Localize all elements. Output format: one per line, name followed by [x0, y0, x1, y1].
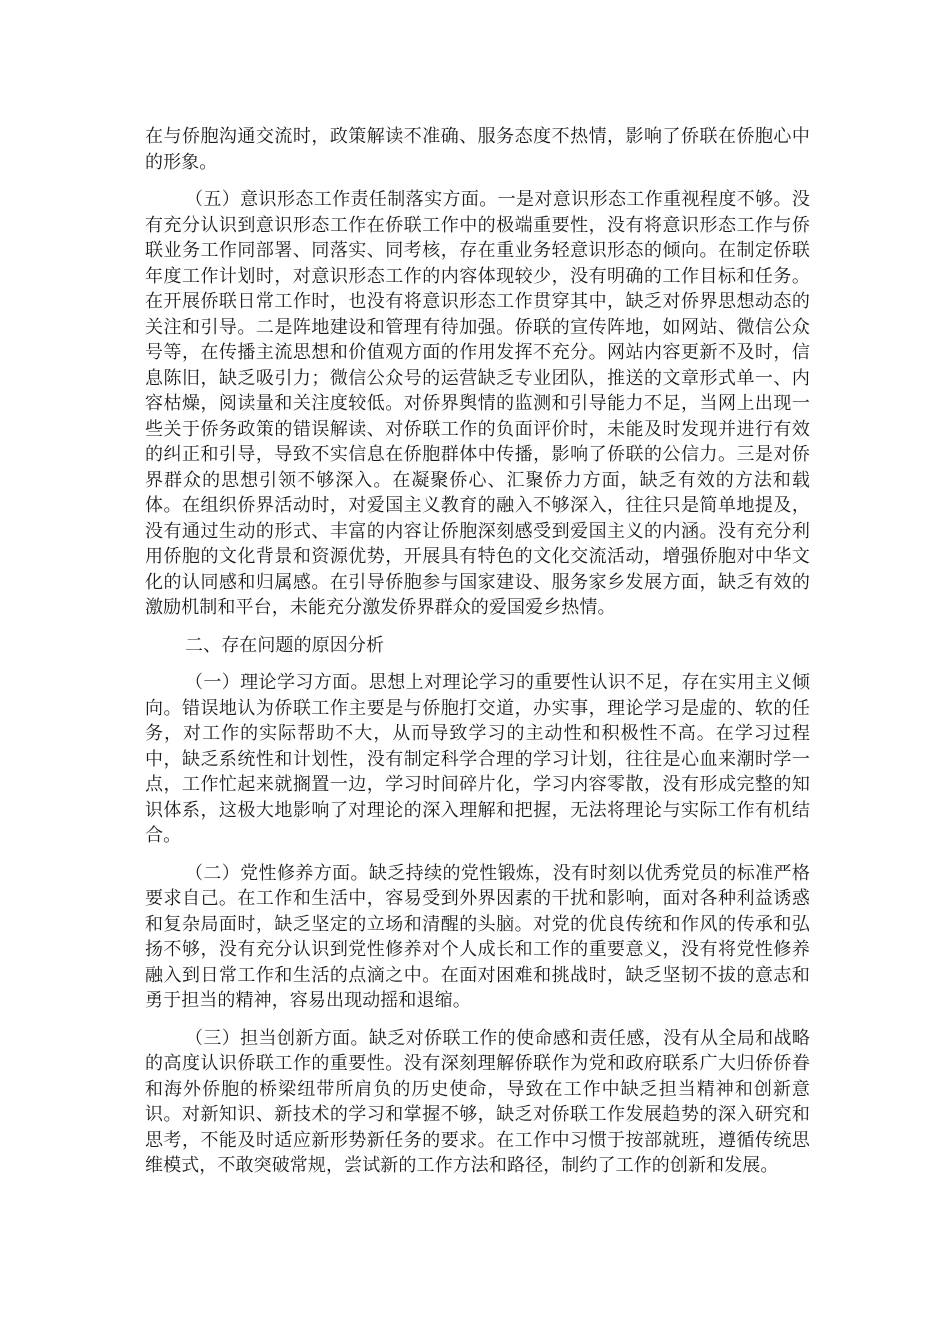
section-heading-cause-analysis: 二、存在问题的原因分析: [185, 634, 385, 656]
paragraph-ideology-responsibility: （五）意识形态工作责任制落实方面。一是对意识形态工作重视程度不够。没有充分认识到意识形态工作在侨联工作中的极端重要性，没有将意识形态工作与侨联业务工作同部署、同落实、同考核，存在重业务轻意识形态的倾向。在制定侨联年度工作计划时，对意识形态工作的内容体现较少，没有明确的工作目标和任务。在开展侨联日常工作时，也没有将意识形态工作贯穿其中，缺乏对侨界思想动态的关注和引导。二是阵地建设和管理有待加强。侨联的宣传阵地，如网站、微信公众号等，在传播主流思想和价值观方面的作用发挥不充分。网站内容更新不及时，信息陈旧，缺乏吸引力；微信公众号的运营缺乏专业团队，推送的文章形式单一、内容枯燥，阅读量和关注度较低。对侨界舆情的监测和引导能力不足，当网上出现一些关于侨务政策的错误解读、对侨联工作的负面评价时，未能及时发现并进行有效的纠正和引导，导致不实信息在侨胞群体中传播，影响了侨联的公信力。三是对侨界群众的思想引领不够深入。在凝聚侨心、汇聚侨力方面，缺乏有效的方法和载体。在组织侨界活动时，对爱国主义教育的融入不够深入，往往只是简单地提及，没有通过生动的形式、丰富的内容让侨胞深刻感受到爱国主义的内涵。没有充分利用侨胞的文化背景和资源优势，开展具有特色的文化交流活动，增强侨胞对中华文化的认同感和归属感。在引导侨胞参与国家建设、服务家乡发展方面，缺乏有效的激励机制和平台，未能充分激发侨界群众的爱国爱乡热情。: [145, 189, 810, 618]
document-page: [145, 124, 810, 1191]
paragraph-continuation: 在与侨胞沟通交流时，政策解读不准确、服务态度不热情，影响了侨联在侨胞心中的形象。: [145, 126, 810, 173]
paragraph-responsibility-innovation: （三）担当创新方面。缺乏对侨联工作的使命感和责任感，没有从全局和战略的高度认识侨联工作的重要性。没有深刻理解侨联作为党和政府联系广大归侨侨眷和海外侨胞的桥梁纽带所肩负的历史使命，导致在工作中缺乏担当精神和创新意识。对新知识、新技术的学习和掌握不够，缺乏对侨联工作发展趋势的深入研究和思考，不能及时适应新形势新任务的要求。在工作中习惯于按部就班，遵循传统思维模式，不敢突破常规，尝试新的工作方法和路径，制约了工作的创新和发展。: [145, 1027, 810, 1176]
paragraph-party-spirit: （二）党性修养方面。缺乏持续的党性锻炼，没有时刻以优秀党员的标准严格要求自己。在工作和生活中，容易受到外界因素的干扰和影响，面对各种利益诱惑和复杂局面时，缺乏坚定的立场和清醒的头脑。对党的优良传统和作风的传承和弘扬不够，没有充分认识到党性修养对个人成长和工作的重要意义，没有将党性修养融入到日常工作和生活的点滴之中。在面对困难和挑战时，缺乏坚韧不拔的意志和勇于担当的精神，容易出现动摇和退缩。: [145, 862, 810, 1011]
paragraph-theory-study: （一）理论学习方面。思想上对理论学习的重要性认识不足，存在实用主义倾向。错误地认为侨联工作主要是与侨胞打交道，办实事，理论学习是虚的、软的任务，对工作的实际帮助不大，从而导致学习的主动性和积极性不高。在学习过程中，缺乏系统性和计划性，没有制定科学合理的学习计划，往往是心血来潮时学一点，工作忙起来就搁置一边，学习时间碎片化，学习内容零散，没有形成完整的知识体系，这极大地影响了对理论的深入理解和把握，无法将理论与实际工作有机结合。: [145, 672, 810, 846]
